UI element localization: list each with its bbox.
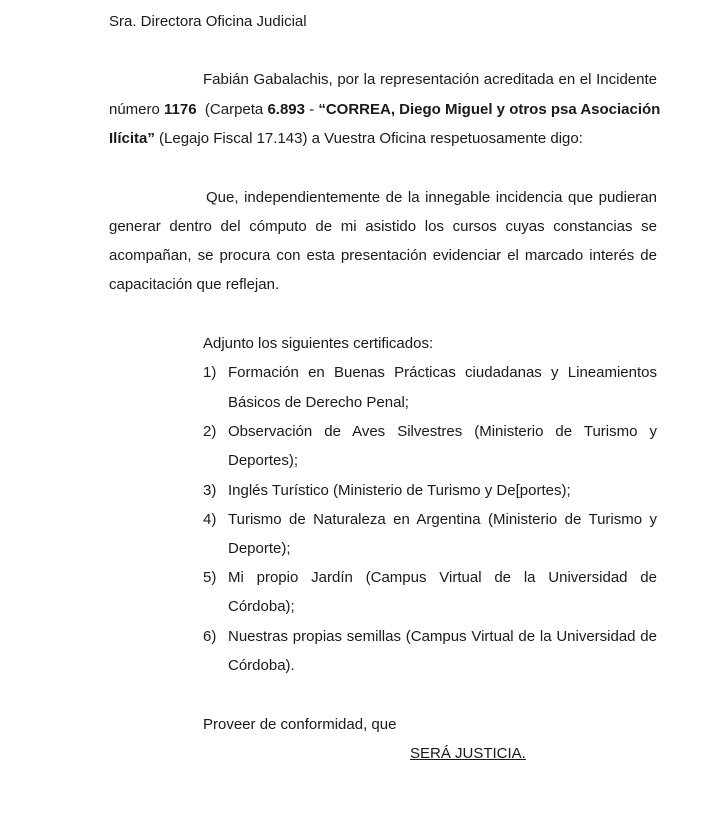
intro-number-label: número <box>109 101 165 118</box>
certificate-line-1: Nuestras propias semillas (Campus Virtual de la Universidad de <box>228 628 657 645</box>
certificate-number: 2) <box>203 423 217 440</box>
certificate-number: 1) <box>203 364 217 381</box>
carpeta-number: 6.893 <box>267 101 305 118</box>
carpeta-label: (Carpeta <box>196 101 268 118</box>
intro-line-1 <box>203 70 657 90</box>
intro-dash: - <box>305 101 319 118</box>
certificate-line-1: Inglés Turístico (Ministerio de Turismo y De[portes); <box>228 482 571 499</box>
intro-line-3 <box>109 129 583 149</box>
certificate-line-2: Deporte); <box>228 540 291 557</box>
body-line-3: acompañan, se procura con esta presentación evidenciar el marcado interés de <box>109 247 657 264</box>
certificate-number: 6) <box>203 628 217 645</box>
certificate-number: 3) <box>203 482 217 499</box>
intro-line-1-text: Fabián Gabalachis, por la representación acreditada en el Incidente <box>203 71 657 88</box>
intro-line-3-rest: (Legajo Fiscal 17.143) a Vuestra Oficina respetuosamente digo: <box>154 130 583 147</box>
signature-line: SERÁ JUSTICIA. <box>410 745 526 762</box>
body-line-4: capacitación que reflejan. <box>109 276 280 293</box>
intro-line-2-part <box>109 100 318 120</box>
certificate-line-1: Observación de Aves Silvestres (Ministerio de Turismo y <box>228 423 657 440</box>
certificate-line-2: Básicos de Derecho Penal; <box>228 394 409 411</box>
certificate-line-2: Córdoba). <box>228 657 295 674</box>
certificate-number: 4) <box>203 511 217 528</box>
closing-text: Proveer de conformidad, que <box>203 716 397 733</box>
incidente-number: 1176 <box>164 101 197 118</box>
attachments-intro: Adjunto los siguientes certificados: <box>203 335 434 352</box>
certificate-line-1: Turismo de Naturaleza en Argentina (Ministerio de Turismo y <box>228 511 657 528</box>
addressee: Sra. Directora Oficina Judicial <box>109 13 307 30</box>
case-title-part-1: “CORREA, Diego Miguel y otros psa Asociación <box>318 101 661 118</box>
body-line-1: Que, independientemente de la innegable incidencia que pudieran <box>206 189 657 206</box>
certificate-line-1: Formación en Buenas Prácticas ciudadanas y Lineamientos <box>228 364 657 381</box>
certificate-number: 5) <box>203 569 217 586</box>
case-title-part-2: Ilícita” <box>109 130 155 147</box>
certificate-line-2: Deportes); <box>228 452 299 469</box>
intro-line-2 <box>109 100 661 120</box>
certificate-line-2: Córdoba); <box>228 598 295 615</box>
certificate-line-1: Mi propio Jardín (Campus Virtual de la Universidad de <box>228 569 657 586</box>
body-line-2: generar dentro del cómputo de mi asistido los cursos cuyas constancias se <box>109 218 657 235</box>
